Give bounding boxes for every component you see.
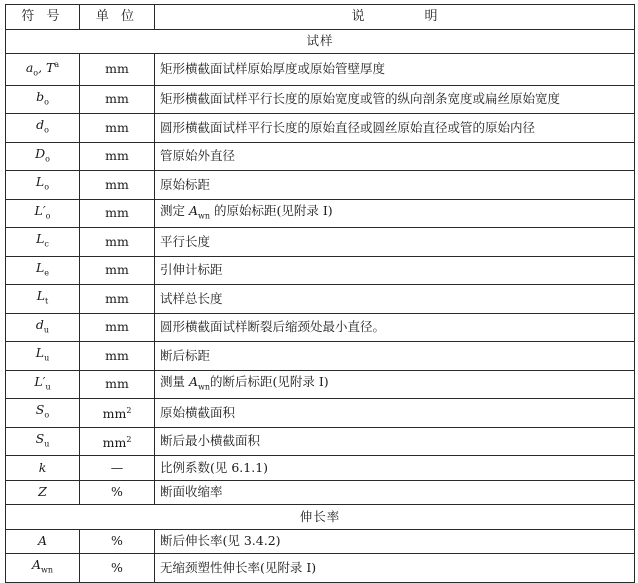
- description-cell: [155, 256, 635, 285]
- description-text: 试样总长度: [160, 290, 223, 306]
- symbol-letter: A: [37, 533, 48, 549]
- description-symbol-subscript: wn: [198, 382, 211, 392]
- description-symbol-subscript: wn: [198, 211, 211, 221]
- description-cell: [155, 456, 635, 481]
- description-text: 断后标距: [160, 347, 211, 363]
- unit-cell: [80, 313, 155, 342]
- symbol-cell: [6, 427, 80, 456]
- symbol-subscript: t: [45, 296, 49, 306]
- symbol-cell: [6, 256, 80, 285]
- unit-text: mm: [105, 233, 129, 249]
- symbol-letter: Z: [38, 484, 47, 500]
- symbol-cell: [6, 114, 80, 143]
- symbol-subscript: o: [45, 154, 50, 164]
- symbol-letter: d: [36, 117, 45, 133]
- symbol-subscript: o: [44, 182, 50, 192]
- table-row: [6, 85, 635, 114]
- table-row: [6, 199, 635, 228]
- symbol-subscript: o: [44, 97, 49, 107]
- unit-cell: [80, 142, 155, 171]
- symbol-subscript: u: [44, 353, 50, 363]
- symbol-subscript: o: [45, 211, 51, 221]
- description-text: 原始横截面积: [160, 404, 236, 420]
- symbol-subscript: wn: [41, 565, 54, 575]
- table-row: [6, 54, 635, 86]
- description-cell: [155, 342, 635, 371]
- description-cell: [155, 313, 635, 342]
- unit-text: —: [110, 459, 124, 475]
- header-description: [155, 5, 635, 30]
- description-prefix: 测量: [160, 373, 189, 389]
- table-row: [6, 142, 635, 171]
- symbol-letter: b: [36, 88, 45, 104]
- table-row: [6, 399, 635, 428]
- unit-text: mm: [105, 262, 129, 278]
- symbol-letter: L: [36, 288, 46, 304]
- symbol-extra: , T: [38, 60, 55, 76]
- unit-cell: [80, 399, 155, 428]
- symbol-letter: L′: [34, 202, 46, 218]
- symbol-cell: [6, 171, 80, 200]
- description-cell: [155, 199, 635, 228]
- symbol-letter: A: [31, 557, 42, 573]
- section-row: [6, 505, 635, 530]
- unit-superscript: 2: [126, 406, 132, 416]
- symbol-cell: [6, 85, 80, 114]
- description-cell: [155, 370, 635, 399]
- description-prefix: 测定: [160, 202, 189, 218]
- symbol-cell: [6, 554, 80, 583]
- symbol-cell: [6, 456, 80, 481]
- symbol-subscript: o: [44, 125, 49, 135]
- description-text: 平行长度: [160, 233, 211, 249]
- description-text: 断后最小横截面积: [160, 433, 261, 449]
- symbol-letter: L: [35, 174, 45, 190]
- description-cell: [155, 554, 635, 583]
- description-suffix: 的断后标距(见附录 I): [210, 373, 329, 389]
- table-row: [6, 228, 635, 257]
- symbol-letter: k: [38, 459, 47, 475]
- symbol-letter: L: [35, 345, 45, 361]
- section-title: 伸长率: [6, 505, 635, 530]
- table-row: [6, 342, 635, 371]
- unit-cell: [80, 228, 155, 257]
- symbol-extra-superscript: a: [54, 60, 60, 69]
- description-cell: [155, 399, 635, 428]
- unit-text: %: [111, 533, 123, 549]
- symbol-subscript: e: [44, 268, 50, 278]
- unit-text: mm: [102, 434, 127, 450]
- unit-cell: [80, 342, 155, 371]
- symbol-cell: [6, 199, 80, 228]
- unit-text: %: [111, 484, 123, 500]
- unit-text: mm: [105, 290, 129, 306]
- symbol-cell: [6, 399, 80, 428]
- symbol-letter: L: [36, 231, 45, 247]
- unit-text: mm: [105, 205, 129, 221]
- unit-cell: [80, 285, 155, 314]
- description-cell: [155, 171, 635, 200]
- description-text: 原始标距: [160, 176, 211, 192]
- symbol-cell: [6, 228, 80, 257]
- symbol-cell: [6, 370, 80, 399]
- description-text: 矩形横截面试样原始厚度或原始管壁厚度: [160, 61, 386, 77]
- section-title: 试样: [6, 29, 635, 54]
- symbol-subscript: u: [45, 382, 51, 392]
- unit-text: %: [111, 559, 123, 575]
- symbol-subscript: c: [44, 239, 49, 249]
- description-cell: [155, 427, 635, 456]
- table-row: [6, 313, 635, 342]
- description-cell: [155, 228, 635, 257]
- table-body: [6, 29, 635, 582]
- symbol-cell: [6, 480, 80, 505]
- unit-cell: [80, 171, 155, 200]
- symbol-cell: [6, 313, 80, 342]
- symbol-cell: [6, 285, 80, 314]
- unit-cell: [80, 54, 155, 86]
- unit-cell: [80, 199, 155, 228]
- description-symbol: A: [188, 202, 199, 218]
- description-cell: [155, 54, 635, 86]
- description-text: 管原始外直径: [160, 148, 236, 164]
- description-cell: [155, 85, 635, 114]
- symbol-subscript: u: [43, 325, 50, 335]
- table-row: [6, 114, 635, 143]
- table-row: [6, 456, 635, 481]
- unit-text: mm: [105, 376, 129, 392]
- description-cell: [155, 114, 635, 143]
- header-row: [6, 5, 635, 30]
- description-cell: [155, 142, 635, 171]
- description-cell: [155, 480, 635, 505]
- symbol-letter: S: [35, 402, 45, 418]
- header-symbol: 符 号: [6, 5, 80, 30]
- description-cell: [155, 285, 635, 314]
- unit-text: mm: [105, 176, 129, 192]
- symbol-letter: S: [35, 430, 45, 446]
- description-suffix: 的原始标距(见附录 I): [210, 202, 333, 218]
- unit-cell: [80, 427, 155, 456]
- table-row: [6, 171, 635, 200]
- unit-text: mm: [105, 347, 129, 363]
- symbol-letter: a: [25, 60, 34, 76]
- table-row: [6, 427, 635, 456]
- header-description-right: 明: [424, 8, 438, 24]
- description-text: 圆形横截面试样平行长度的原始直径或圆丝原始直径或管的原始内径: [160, 119, 536, 135]
- description-text: 比例系数(见 6.1.1): [160, 459, 269, 475]
- unit-text: mm: [105, 319, 129, 335]
- description-text: 引伸计标距: [160, 262, 223, 278]
- symbol-letter: L′: [34, 373, 46, 389]
- unit-text: mm: [102, 406, 127, 422]
- table-row: [6, 480, 635, 505]
- description-symbol: A: [188, 373, 199, 389]
- unit-cell: [80, 256, 155, 285]
- unit-cell: [80, 554, 155, 583]
- symbol-subscript: o: [33, 68, 39, 78]
- symbol-table: [5, 4, 635, 583]
- section-row: [6, 29, 635, 54]
- description-text: 无缩颈塑性伸长率(见附录 I): [160, 559, 317, 575]
- unit-cell: [80, 114, 155, 143]
- symbol-subscript: u: [44, 439, 50, 449]
- symbol-table-page: [5, 4, 634, 575]
- symbol-cell: [6, 54, 80, 86]
- table-row: [6, 370, 635, 399]
- unit-superscript: 2: [126, 434, 132, 444]
- symbol-cell: [6, 142, 80, 171]
- unit-text: mm: [105, 148, 129, 164]
- description-text: 圆形横截面试样断裂后缩颈处最小直径。: [160, 319, 386, 335]
- description-text: 断面收缩率: [160, 484, 223, 500]
- unit-cell: [80, 456, 155, 481]
- unit-text: mm: [105, 91, 129, 107]
- unit-text: mm: [105, 61, 129, 77]
- unit-text: mm: [105, 119, 129, 135]
- symbol-letter: D: [35, 145, 46, 161]
- table-row: [6, 256, 635, 285]
- unit-cell: [80, 480, 155, 505]
- table-row: [6, 285, 635, 314]
- header-unit: 单 位: [80, 5, 155, 30]
- unit-cell: [80, 370, 155, 399]
- unit-cell: [80, 85, 155, 114]
- description-text: 矩形横截面试样平行长度的原始宽度或管的纵向剖条宽度或扁丝原始宽度: [160, 91, 561, 107]
- table-row: [6, 554, 635, 583]
- symbol-letter: L: [35, 259, 45, 275]
- symbol-cell: [6, 342, 80, 371]
- header-description-left: 说: [351, 8, 365, 24]
- symbol-subscript: o: [44, 410, 50, 420]
- symbol-letter: d: [35, 316, 44, 332]
- description-text: 断后伸长率(见 3.4.2): [160, 533, 281, 549]
